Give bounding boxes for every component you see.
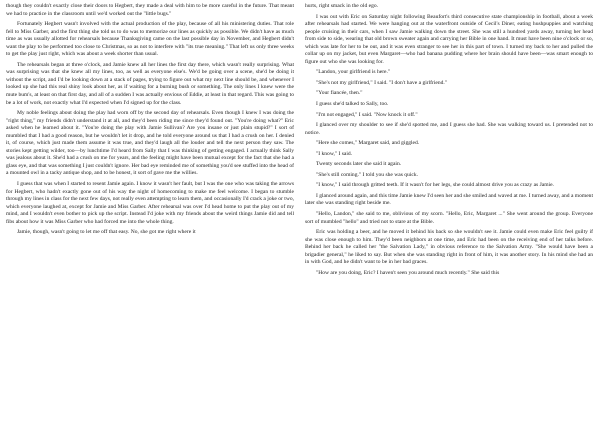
right-page-paragraph: "Landon, your girlfriend is here." xyxy=(316,69,391,76)
right-page-paragraph: Eric was holding a beer, and he moved it behind his back so she wouldn't see it. Jamie could even make Eric feel guilty if she was close enough to him. They'd been neighbors at one time, and Eric had been on the receiving end of her talks before. Behind her back he called her "the Salvation Lady," in obvious reference to the Salvation Army. "She would have been a brigadier general," he liked to say. But when she was standing right in front of him, it was another story. In his mind she had an in with God, and he didn't want to be in her bad graces. xyxy=(305,229,593,266)
left-page-paragraph: I guess that was when I started to resent Jamie again. I know it wasn't her fault, but I was the one who was taking the arrows for Hegbert, who hadn't exactly gone out of his way the night of homecoming to make me feel welcome. I began to stumble through my lines in class for the next few days, not really even attempting to learn them, and occasionally I'd crack a joke or two, which everyone laughed at, except for Jamie and Miss Garber. After rehearsal was over I'd head home to put the play out of my mind, and I wouldn't even bother to pick up the script. Instead I'd joke with my friends about the weird things Jamie did and tell fibs about how it was Miss Garber who had forced me into the whole thing. xyxy=(6,181,294,225)
right-page-paragraph: "Your fiancée, then." xyxy=(316,90,363,97)
right-page-paragraph: "I'm not engaged," I said. "Now knock it off." xyxy=(316,111,418,118)
right-page xyxy=(305,3,593,423)
right-page-paragraph: "I know," I said through gritted teeth. If it wasn't for her legs, she could almost drive you as crazy as Jamie. xyxy=(316,182,554,189)
right-page-paragraph: "She's still coming." I told you she was quick. xyxy=(316,171,418,178)
right-page-paragraph: "Here she comes," Margaret said, and giggled. xyxy=(316,140,420,147)
right-page-paragraph: "I know," I said. xyxy=(316,150,353,157)
right-page-paragraph: "She's not my girlfriend," I said. "I don't have a girlfriend." xyxy=(316,79,448,86)
left-page-paragraph: Jamie, though, wasn't going to let me off that easy. No, she got me right where it xyxy=(17,229,196,236)
right-page-paragraph: I glanced around again, and this time Jamie knew I'd seen her and she smiled and waved at me. I turned away, and a moment later she was standing right beside me. xyxy=(305,192,593,207)
left-page-paragraph: though they couldn't exactly close their doors to Hegbert, they made a deal with him to be more careful in the future. That meant we had to practice in the classroom until we'd worked out the "little bugs." xyxy=(6,3,294,17)
left-page-paragraph: The rehearsals began at three o'clock, and Jamie knew all her lines the first day there, which wasn't really surprising. What was surprising was that she knew all my lines, too, as well as everyone else's. We'd be going over a scene, she'd be doing it without the script, and I'd be looking down at a stack of pages, trying to figure out what my next line should be, and whenever I looked up she had this real shiny look about her, as if waiting for a burning bush or something. The only lines I knew were the mute bum's, at least on that first day, and all of a sudden I was actually envious of Eddie, at least in that regard. This was going to be a lot of work, not exactly what I'd expected when I'd signed up for the class. xyxy=(6,61,294,106)
right-page-paragraph: I guess she'd talked to Sally, too. xyxy=(316,101,389,108)
left-page-paragraph: Fortunately Hegbert wasn't involved with the actual production of the play, because of all his ministering duties. That role fell to Miss Garber, and the first thing she told us to do was to memorize our lines as quickly as possible. We didn't have as much time as was usually allotted for rehearsals because Thanksgiving came on the last possible day in November, and Hegbert didn't want the play to be performed too close to Christmas, so as not to interfere with "its true meaning." That left us only three weeks to get the play just right, which was about a week shorter than usual. xyxy=(6,21,294,58)
right-page-paragraph: Twenty seconds later she said it again. xyxy=(316,161,402,168)
right-page-paragraph: I glanced over my shoulder to see if she'd spotted me, and I guess she had. She was walking toward us. I pretended not to notice. xyxy=(305,122,593,136)
right-page-paragraph: I was out with Eric on Saturday night following Beaufort's third consecutive state championship in football, about a week after rehearsals had started. We were hanging out at the waterfront outside of Cecil's Diner, eating hushpuppies and watching people cruising in their cars, when I saw Jamie walking down the street. She was still a hundred yards away, turning her head from side to side, wearing that old brown sweater again and carrying her Bible in one hand. It must have been nine o'clock or so, which was late for her to be out, and it was even stranger to see her in this part of town. I turned my back to her and pulled the collar up on my jacket, but even Margaret—who had banana pudding where her brain should have been—was smart enough to figure out who she was looking for. xyxy=(305,13,593,65)
right-page-paragraph: hurts, right smack in the old ego. xyxy=(305,3,379,9)
right-page-paragraph: "How are you doing, Eric? I haven't seen you around much recently." She said this xyxy=(316,269,500,276)
right-page-paragraph: "Hello, Landon," she said to me, oblivious of my scorn. "Hello, Eric, Margaret ..." She went around the group. Everyone sort of mumbled "hello" and tried not to stare at the Bible. xyxy=(305,211,593,225)
left-page xyxy=(6,3,294,423)
left-page-paragraph: My noble feelings about doing the play had worn off by the second day of rehearsals. Even though I knew I was doing the "right thing," my friends didn't understand it at all, and they'd been riding me since they'd found out. "You're doing what?" Eric asked when he learned about it. "You're doing the play with Jamie Sullivan? Are you insane or just plain stupid?" I sort of mumbled that I had a good reason, but he wouldn't let it drop, and he told everyone around us that I had a crush on her. I denied it, of course, which just made them assume it was true, and they'd laugh all the louder and tell the next person they saw. The stories kept getting wilder, too—by lunchtime I'd heard from Sally that I was thinking of getting engaged. I actually think Sally was jealous about it. She'd had a crush on me for years, and the feeling might have been mutual except for the fact that she had a glass eye, and that was something I just couldn't ignore. Her bad eye reminded me of something you'd see stuffed into the head of a mounted owl in a tacky antique shop, and to be honest, it sort of gave me the willies. xyxy=(6,110,294,177)
